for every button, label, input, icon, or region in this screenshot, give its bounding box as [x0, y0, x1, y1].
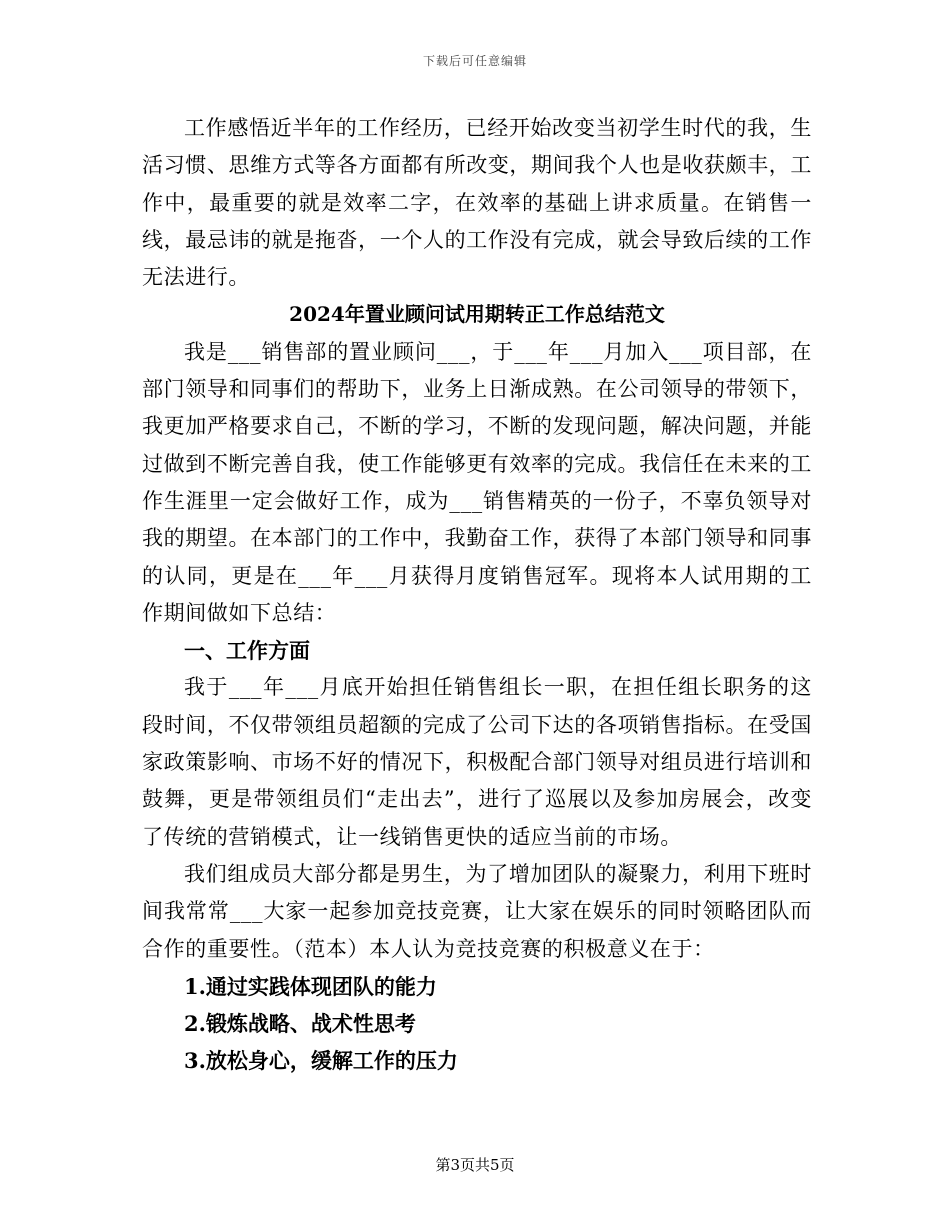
document-title: 2024年置业顾问试用期转正工作总结范文: [289, 302, 665, 327]
document-body: [142, 110, 812, 1080]
paragraph-1: 我是___销售部的置业顾问___，于___年___月加入___项目部，在部门领导和同事们的帮助下，业务上日渐成熟。在公司领导的带领下，我更加严格要求自己，不断的学习，不断的发现问题，解决问题，并能过做到不断完善自我，使工作能够更有效率的完成。我信任在未来的工作生涯里一定会做好工作，成为___销售精英的一份子，不辜负领导对我的期望。在本部门的工作中，我勤奋工作，获得了本部门领导和同事的认同，更是在___年___月获得月度销售冠军。现将本人试用期的工作期间做如下总结：: [142, 339, 812, 625]
list-item-3: 3.放松身心，缓解工作的压力: [184, 1048, 458, 1074]
section-heading: 一、工作方面: [184, 638, 310, 664]
list-item-2: 2.锻炼战略、战术性思考: [184, 1011, 416, 1037]
list-item-1: 1.通过实践体现团队的能力: [184, 973, 437, 999]
paragraph-2: 我于___年___月底开始担任销售组长一职，在担任组长职务的这段时间，不仅带领组员超额的完成了公司下达的各项销售指标。在受国家政策影响、市场不好的情况下，积极配合部门领导对组员进行培训和鼓舞，更是带领组员们“走出去”，进行了巡展以及参加房展会，改变了传统的营销模式，让一线销售更快的适应当前的市场。: [142, 675, 812, 849]
page-footer: 第3页共5页: [435, 1156, 515, 1174]
intro-paragraph: 工作感悟近半年的工作经历，已经开始改变当初学生时代的我，生活习惯、思维方式等各方面都有所改变，期间我个人也是收获颇丰，工作中，最重要的就是效率二字，在效率的基础上讲求质量。在销售一线，最忌讳的就是拖沓，一个人的工作没有完成，就会导致后续的工作无法进行。: [142, 116, 812, 290]
paragraph-3: 我们组成员大部分都是男生，为了增加团队的凝聚力，利用下班时间我常常___大家一起参加竞技竞赛，让大家在娱乐的同时领略团队而合作的重要性。（范本）本人认为竞技竞赛的积极意义在于：: [142, 861, 812, 961]
page-header: 下载后可任意编辑: [422, 54, 527, 68]
